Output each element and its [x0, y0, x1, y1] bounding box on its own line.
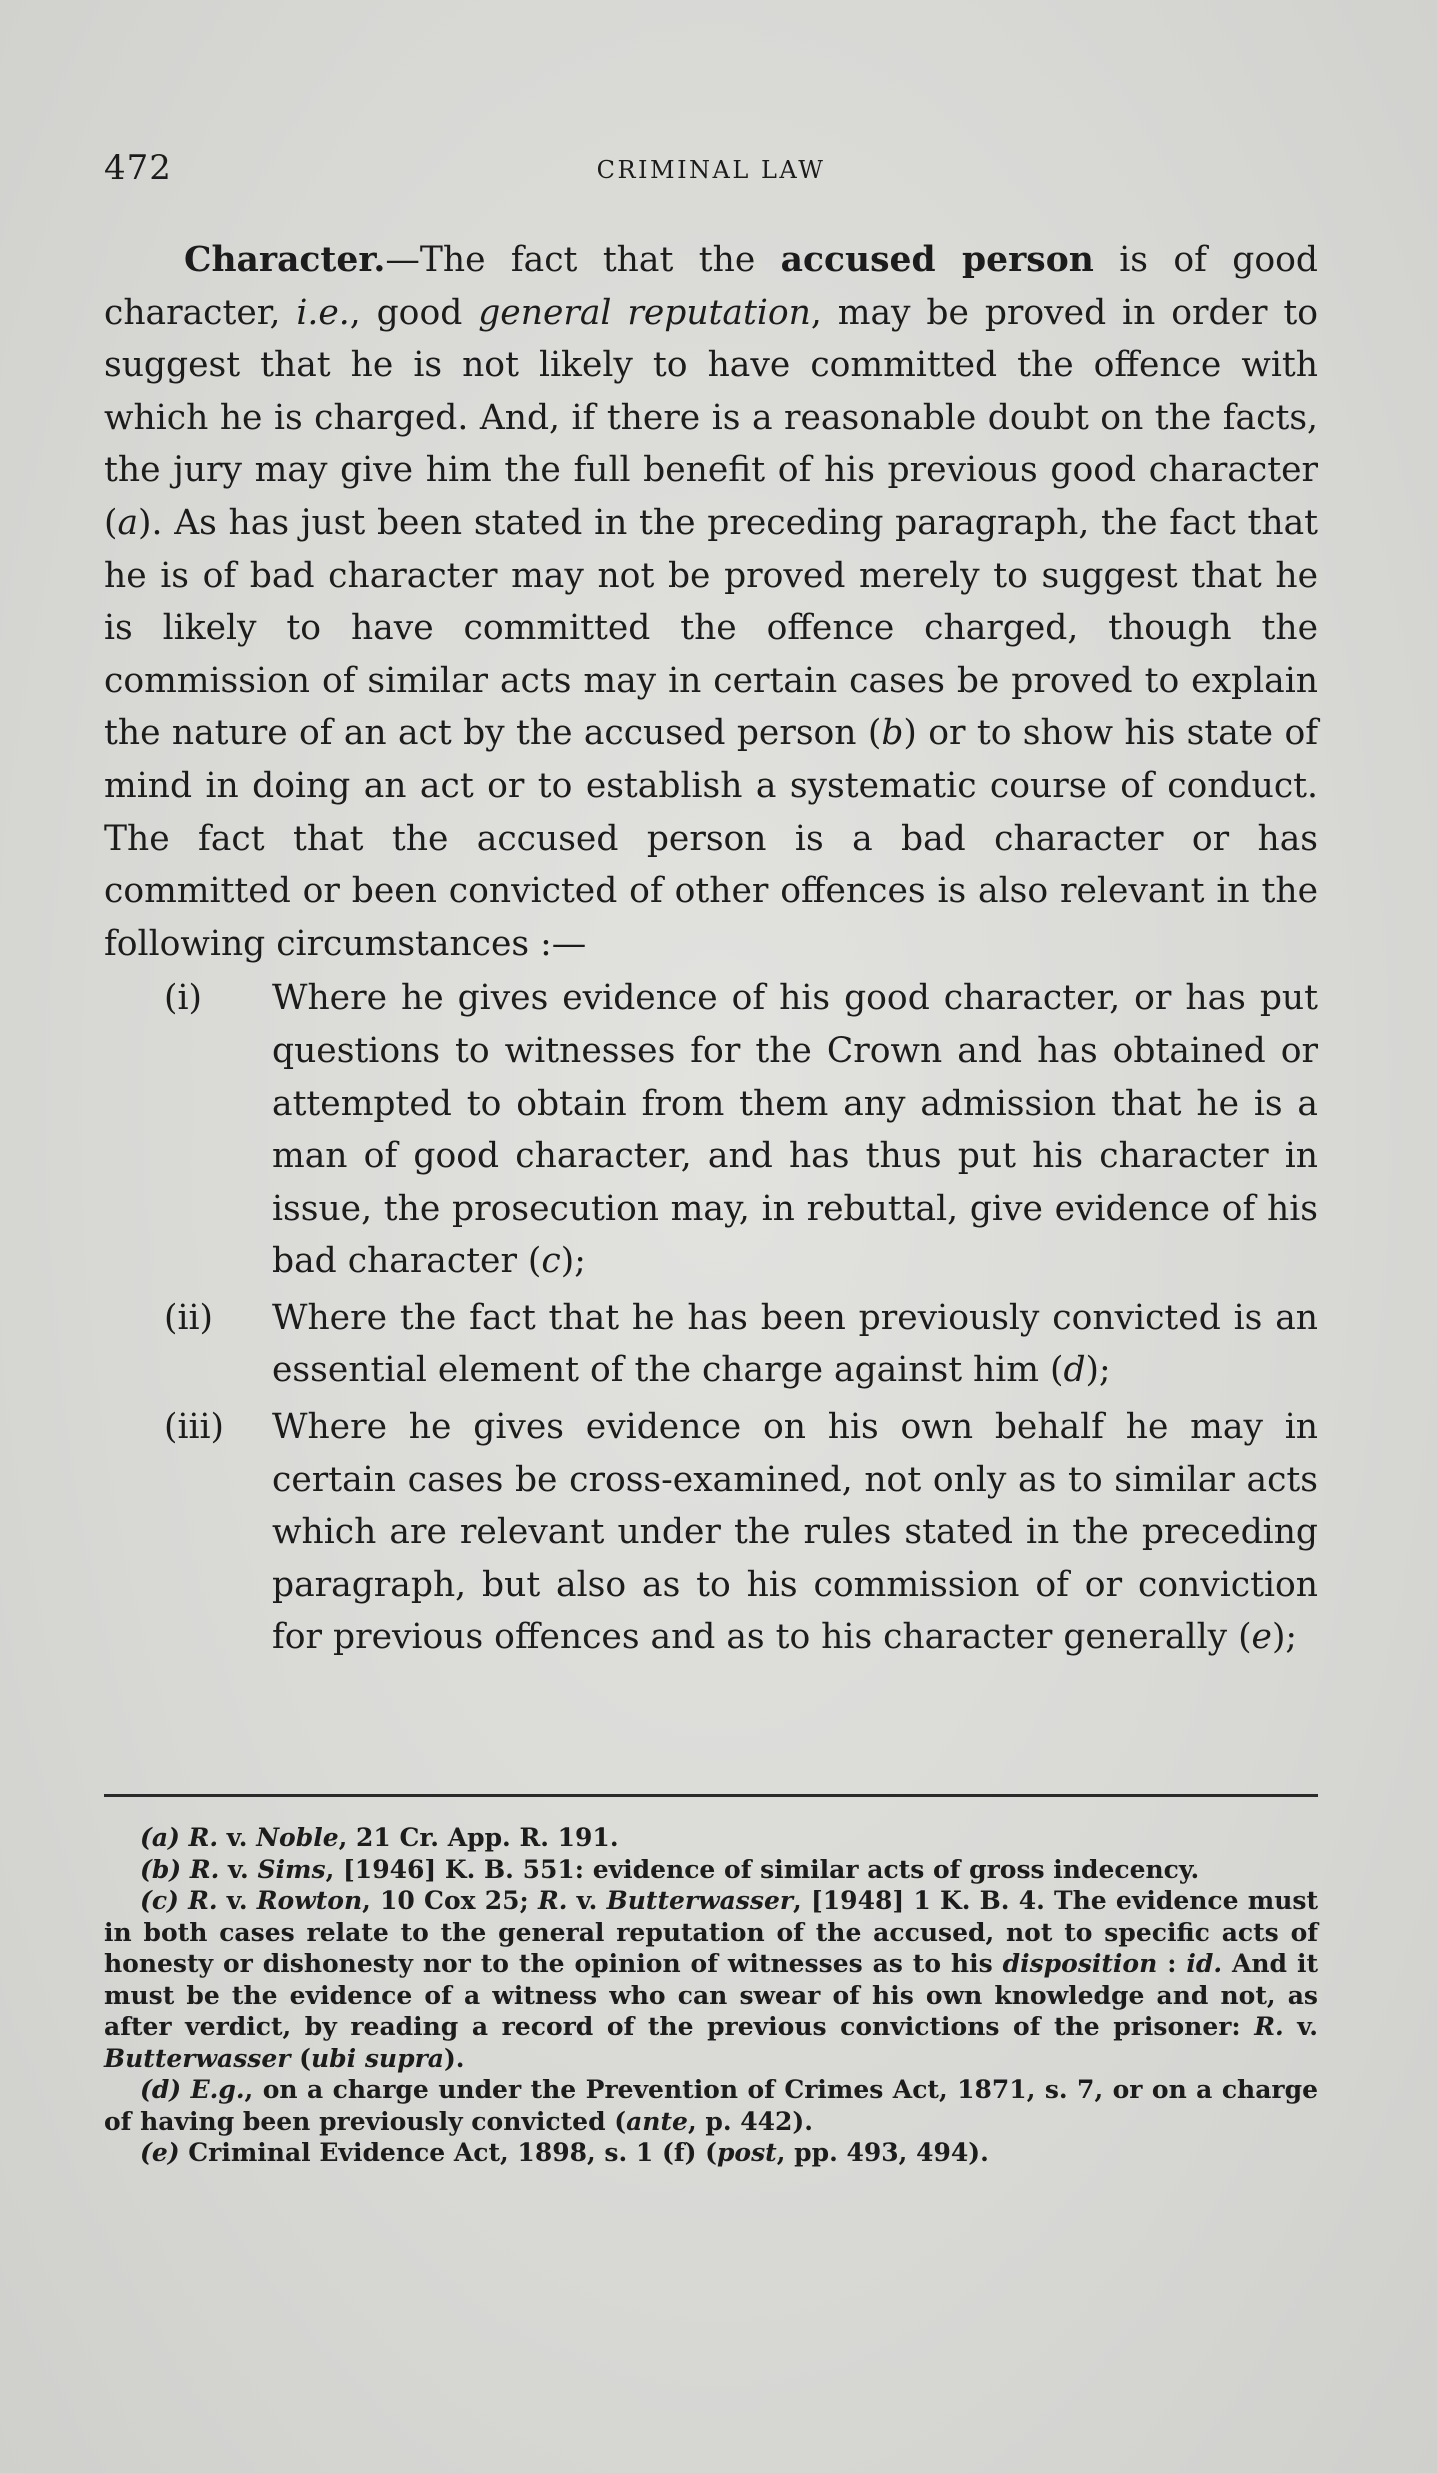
list-item	[104, 1292, 1318, 1397]
text-run: ) or to show his state of mind in doing an act or to establish a systematic course of conduct. The fact that the accused person is a bad character or has committed or been convicted of other offences is also relevant in the following circumstances :—	[104, 713, 1318, 964]
italic-run: i.e.	[296, 292, 350, 333]
footnote-d	[104, 2074, 1318, 2137]
page-number: 472	[104, 148, 172, 188]
text-run: v.	[567, 1886, 607, 1915]
text-run: ). As has just been stated in the preceding paragraph, the fact that he is of bad character may not be proved merely to suggest that he is likely to have committed the offence charged, though the commission of similar acts may in certain cases be proved to explain the nature of an act by the accused person (	[104, 502, 1318, 754]
list-item-text: Where the fact that he has been previously convicted is an essential element of the charge against him (	[272, 1297, 1318, 1391]
text-run: is of good character,	[104, 240, 1319, 333]
footnote-mark: (c)	[140, 1886, 179, 1915]
case-name: Rowton	[256, 1886, 363, 1915]
footnote-a	[104, 1822, 1318, 1854]
section-heading: Character.	[184, 240, 386, 280]
footnote-ref: e	[1251, 1617, 1272, 1658]
text-run: , p. 442).	[687, 2106, 813, 2136]
list-item	[104, 1401, 1318, 1664]
footnote-ref: a	[117, 502, 139, 543]
footnote-b	[104, 1854, 1318, 1886]
list-item	[104, 972, 1318, 1288]
text-run: , [1946] K. B. 551: evidence of similar acts of gross indecency.	[325, 1854, 1200, 1884]
text-run: , 10 Cox 25;	[362, 1886, 538, 1915]
running-title: CRIMINAL LAW	[596, 156, 826, 184]
footnote-c	[104, 1885, 1318, 2074]
case-name: Sims	[257, 1854, 326, 1884]
text-run: v.	[219, 1854, 258, 1884]
italic-run: post	[716, 2138, 777, 2167]
text-run: , good	[349, 292, 479, 333]
list-item-label: (iii)	[164, 1407, 225, 1448]
footnote-ref: c	[541, 1241, 561, 1282]
footnote-mark: (d)	[140, 2075, 182, 2104]
footnote-mark: (b)	[140, 1854, 182, 1884]
italic-run: R.	[189, 1854, 220, 1884]
italic-run: R.	[537, 1886, 568, 1915]
main-text	[104, 234, 1318, 1664]
text-run: And it must be the evidence of a witness who can swear of his own knowledge and not, as after verdict, by reading a record of the previous convictions of the prisoner:	[104, 1949, 1318, 2041]
italic-run: R.	[188, 1823, 219, 1852]
list-item-text: Where he gives evidence of his good character, or has put questions to witnesses for the Crown and has obtained or attempted to obtain from them any admission that he is a man of good character, and has thus put his character in issue, the prosecution may, in rebuttal, give evidence of his bad character (	[272, 978, 1318, 1282]
text-run: v.	[1283, 2012, 1318, 2041]
text-run: Criminal Evidence Act, 1898, s. 1 (f) (	[179, 2138, 717, 2167]
footnotes	[104, 1822, 1318, 2169]
text-run: , 21 Cr. App. R. 191.	[338, 1823, 619, 1852]
text-run: );	[560, 1241, 586, 1282]
bold-term: accused person	[780, 240, 1094, 280]
text-run: v.	[217, 1886, 257, 1915]
italic-run: E.g.	[190, 2075, 245, 2104]
page-header	[104, 148, 1318, 192]
italic-run: disposition	[1002, 1949, 1158, 1978]
character-paragraph	[104, 234, 1318, 970]
text-run: , on a charge under the Prevention of Crimes Act, 1871, s. 7, or on a charge of having been previously convicted (	[104, 2075, 1318, 2136]
italic-run: general reputation	[478, 292, 811, 333]
text-run: );	[1085, 1350, 1111, 1391]
footnote-ref: d	[1063, 1350, 1086, 1391]
text-run: v.	[218, 1823, 257, 1852]
text-run: , [1948] 1 K. B. 4. The evidence must in both cases relate to the general reputation of the accused, not to specific acts of honesty or dishonesty nor to the opinion of witnesses as to his	[104, 1886, 1319, 1978]
text-run: );	[1271, 1617, 1298, 1658]
italic-run: ubi supra	[310, 2043, 444, 2073]
list-item-text: Where he gives evidence on his own behalf he may in certain cases be cross-examined, not only as to similar acts which are relevant under the rules stated in the preceding paragraph, but also as to his commission of or conviction for previous offences and as to his character generally (	[272, 1407, 1318, 1658]
text-run: :	[1157, 1949, 1187, 1978]
circumstances-list	[104, 972, 1318, 1664]
footnote-mark: (a)	[140, 1823, 180, 1852]
footnote-mark: (e)	[140, 2138, 180, 2167]
text-run: (	[290, 2043, 311, 2073]
case-name: Butterwasser	[104, 2043, 291, 2073]
italic-run: R.	[188, 1886, 218, 1915]
case-name: Noble	[256, 1823, 339, 1852]
text-run: , may be proved in order to suggest that he is not likely to have committed the offence with which he is charged. And, if there is a reasonable doubt on the facts, the jury may give him the full benefit of his previous good character (	[104, 292, 1318, 543]
italic-run: R.	[1254, 2012, 1284, 2041]
case-name: Butterwasser	[606, 1886, 794, 1915]
text-run: ).	[443, 2043, 465, 2073]
italic-run: ante	[626, 2106, 688, 2136]
text-run: , pp. 493, 494).	[776, 2138, 989, 2167]
footnote-e	[104, 2137, 1318, 2169]
text-run: —The fact that the	[385, 240, 781, 280]
footnote-rule	[104, 1794, 1318, 1797]
list-item-label: (i)	[164, 978, 202, 1019]
italic-run: id.	[1186, 1949, 1223, 1978]
list-item-label: (ii)	[164, 1297, 213, 1338]
footnote-ref: b	[881, 713, 904, 754]
